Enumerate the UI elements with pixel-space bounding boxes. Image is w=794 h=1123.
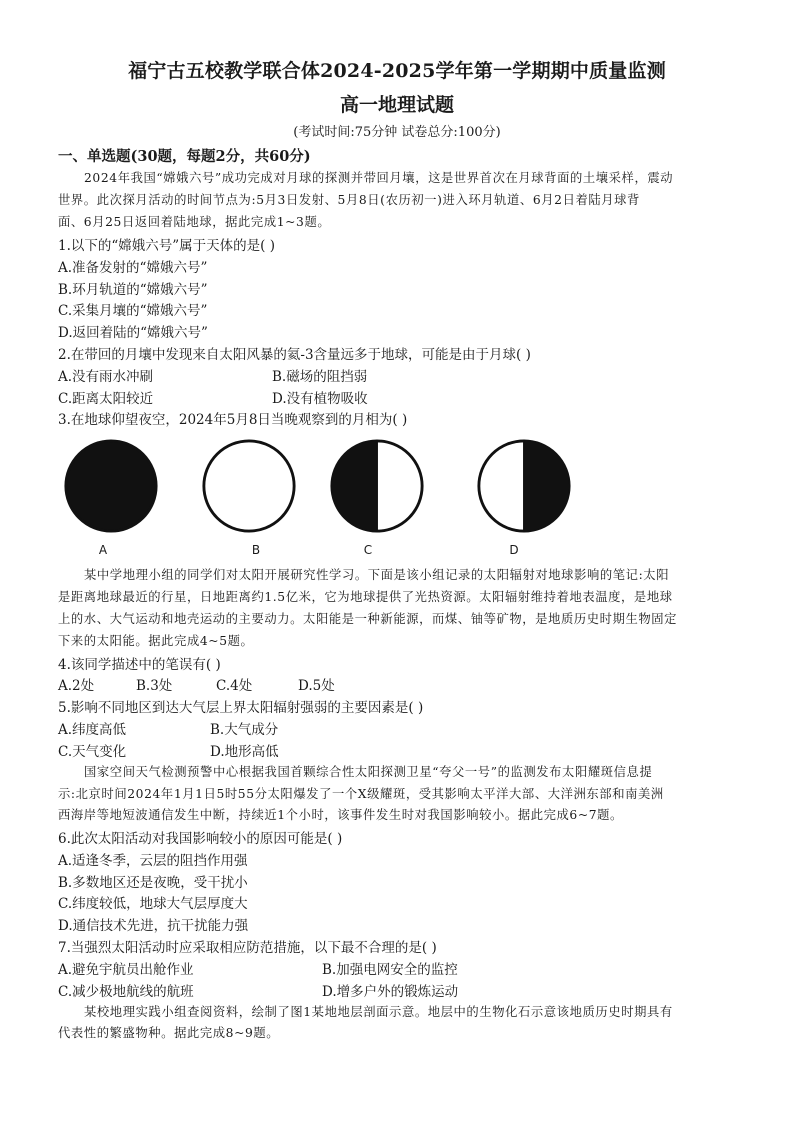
passage-line: 代表性的繁盛物种。据此完成8~9题。 [58, 1026, 280, 1040]
answer-option: D.增多户外的锻炼运动 [322, 984, 459, 1000]
exam-title: 福宁古五校教学联合体2024-2025学年第一学期期中质量监测 [128, 60, 666, 82]
answer-option: C.4处 [216, 678, 253, 694]
moon-phase-d [476, 438, 572, 534]
passage-line: 上的水、大气运动和地壳运动的主要动力。太阳能是一种新能源，而煤、铀等矿物，是地质历史时期生物固定 [58, 612, 678, 626]
passage-line: 2024年我国“嫦娥六号”成功完成对月球的探测并带回月壤，这是世界首次在月球背面的土壤采样，震动 [84, 171, 674, 185]
answer-option: C.距离太阳较近 [58, 391, 154, 407]
answer-option: D.没有植物吸收 [272, 391, 368, 407]
answer-option: C.纬度较低，地球大气层厚度大 [58, 896, 248, 912]
answer-option: D.通信技术先进，抗干扰能力强 [58, 918, 249, 934]
answer-option: B.3处 [136, 678, 173, 694]
answer-option: A.2处 [58, 678, 95, 694]
passage-line: 面、6月25日返回着陆地球，据此完成1~3题。 [58, 215, 331, 229]
passage-line: 国家空间天气检测预警中心根据我国首颗综合性太阳探测卫星“夸父一号”的监测发布太阳耀斑信息提 [84, 765, 653, 779]
passage-line: 示:北京时间2024年1月1日5时55分太阳爆发了一个X级耀斑，受其影响太平洋大部、大洋洲东部和南美洲 [58, 787, 664, 801]
question-stem: 7.当强烈太阳活动时应采取相应防范措施，以下最不合理的是( ) [58, 940, 437, 956]
question-stem: 1.以下的“嫦娥六号”属于天体的是( ) [58, 238, 276, 254]
answer-option: C.采集月壤的“嫦娥六号” [58, 303, 208, 319]
exam-info: (考试时间:75分钟 试卷总分:100分) [293, 125, 501, 140]
answer-option: C.减少极地航线的航班 [58, 984, 194, 1000]
moon-label-a: A [98, 543, 108, 557]
moon-phase-c [329, 438, 425, 534]
passage-line: 某校地理实践小组查阅资料，绘制了图1某地地层剖面示意。地层中的生物化石示意该地质历史时期具有 [84, 1005, 673, 1019]
question-stem: 4.该同学描述中的笔误有( ) [58, 657, 221, 673]
passage-line: 世界。此次探月活动的时间节点为:5月3日发射、5月8日(农历初一)进入环月轨道、6月2日着陆月球背 [58, 193, 640, 207]
section-heading: 一、单选题(30题，每题2分，共60分) [58, 148, 311, 165]
question-stem: 3.在地球仰望夜空，2024年5月8日当晚观察到的月相为( ) [58, 412, 408, 428]
answer-option: D.地形高低 [210, 744, 279, 760]
answer-option: A.准备发射的“嫦娥六号” [58, 260, 208, 276]
moon-label-d: D [509, 543, 519, 557]
answer-option: A.避免宇航员出舱作业 [58, 962, 194, 978]
moon-label-b: B [251, 543, 261, 557]
answer-option: C.天气变化 [58, 744, 127, 760]
answer-option: A.适逢冬季，云层的阻挡作用强 [58, 853, 248, 869]
answer-option: D.5处 [298, 678, 335, 694]
answer-option: B.多数地区还是夜晚，受干扰小 [58, 875, 248, 891]
answer-option: B.环月轨道的“嫦娥六号” [58, 282, 208, 298]
answer-option: D.返回着陆的“嫦娥六号” [58, 325, 208, 341]
answer-option: B.大气成分 [210, 722, 279, 738]
answer-option: B.加强电网安全的监控 [322, 962, 458, 978]
exam-subtitle: 高一地理试题 [339, 94, 454, 116]
moon-phase-a [63, 438, 159, 534]
passage-line: 下来的太阳能。据此完成4~5题。 [58, 634, 254, 648]
passage-line: 某中学地理小组的同学们对太阳开展研究性学习。下面是该小组记录的太阳辐射对地球影响的笔记:太阳 [84, 568, 670, 582]
question-stem: 6.此次太阳活动对我国影响较小的原因可能是( ) [58, 831, 343, 847]
passage-line: 西海岸等地短波通信发生中断，持续近1个小时，该事件发生时对我国影响较小。据此完成6~7题。 [58, 808, 623, 822]
answer-option: A.纬度高低 [58, 722, 127, 738]
moon-phase-b [201, 438, 297, 534]
question-stem: 5.影响不同地区到达大气层上界太阳辐射强弱的主要因素是( ) [58, 700, 424, 716]
passage-line: 是距离地球最近的行星，日地距离约1.5亿米，它为地球提供了光热资源。太阳辐射维持着地表温度，是地球 [58, 590, 673, 604]
moon-label-c: C [363, 543, 373, 557]
answer-option: B.磁场的阻挡弱 [272, 369, 368, 385]
question-stem: 2.在带回的月壤中发现来自太阳风暴的氦-3含量远多于地球，可能是由于月球( ) [58, 347, 531, 363]
answer-option: A.没有雨水冲刷 [58, 369, 154, 385]
